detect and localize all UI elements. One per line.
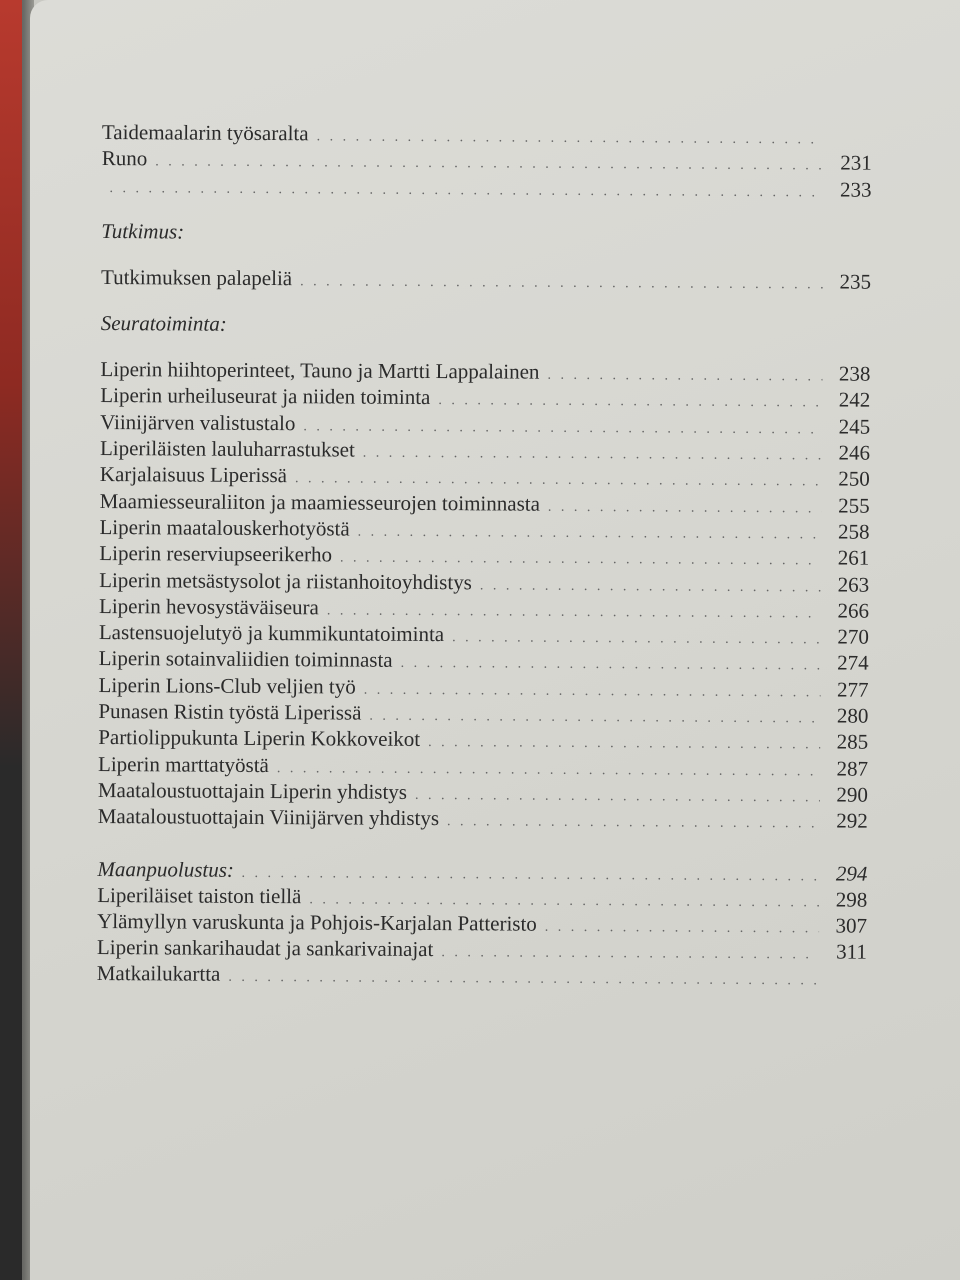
leader-dots (401, 656, 821, 675)
leader-dots (155, 155, 824, 175)
toc-entry (97, 961, 867, 992)
entry-title: Matkailukartta (96, 961, 221, 987)
leader-dots (369, 709, 820, 728)
leader-dots (317, 129, 824, 148)
entry-title: Liperin urheiluseurat ja niiden toiminta (100, 383, 431, 410)
leader-dots (340, 551, 821, 570)
entry-title: Liperiläiset taiston tiellä (97, 882, 302, 908)
entry-title: Liperiläisten lauluharrastukset (99, 436, 355, 462)
leader-dots (242, 865, 820, 885)
entry-title: Viinijärven valistustalo (100, 409, 296, 435)
entry-title: Liperin hevosystäväiseura (98, 593, 319, 620)
section-heading-text: Maanpuolustus: (97, 856, 234, 882)
entry-title: Maamiesseuraliiton ja maamiesseurojen toiminnasta (99, 488, 541, 516)
page-number: 263 (837, 572, 870, 597)
leader-dots (300, 274, 823, 293)
entry-title: Tutkimuksen palapeliä (100, 264, 293, 291)
page-number: 280 (836, 703, 869, 728)
page-number: 311 (836, 939, 868, 964)
leader-dots (295, 472, 822, 491)
page-number: 233 (840, 177, 872, 202)
page-number: 285 (836, 729, 869, 755)
page-number: 258 (837, 519, 870, 544)
book-cover-edge (0, 0, 22, 1280)
page-number: 307 (835, 913, 868, 938)
leader-dots (277, 761, 820, 780)
leader-dots (438, 394, 822, 412)
entry-title: Runo (101, 146, 148, 171)
page-number: 290 (836, 782, 868, 807)
entry-title: Liperin sankarihaudat ja sankarivainajat (96, 935, 434, 962)
leader-dots (309, 892, 819, 911)
page-number: 255 (838, 493, 870, 518)
page-number: 242 (838, 387, 871, 413)
leader-dots (228, 970, 818, 990)
page-number: 235 (839, 269, 872, 294)
leader-dots (428, 735, 820, 753)
section-heading-text: Seuratoiminta: (100, 311, 227, 336)
entry-title: Liperin metsästysolot ja riistanhoitoyhdistys (99, 567, 472, 594)
entry-title: Liperin maatalouskerhotyöstä (99, 514, 350, 541)
leader-dots (363, 446, 822, 465)
page-number: 277 (836, 677, 869, 702)
leader-dots (452, 630, 821, 648)
page-number: 294 (835, 861, 868, 886)
leader-dots (441, 945, 819, 963)
entry-title: Liperin sotainvaliidien toiminnasta (98, 646, 393, 673)
table-of-contents (97, 120, 872, 992)
leader-dots (447, 814, 820, 832)
entry-title: Liperin hiihtoperinteet, Tauno ja Martti Lappalainen (100, 357, 540, 384)
leader-dots (364, 682, 821, 701)
entry-title: Lastensuojelutyö ja kummikuntatoiminta (98, 620, 445, 647)
entry-title: Maataloustuottajain Liperin yhdistys (97, 777, 408, 804)
page-number: 250 (838, 466, 870, 492)
leader-dots (548, 499, 822, 517)
entry-title: Ylämyllyn varuskunta ja Pohjois-Karjalan Patteristo (97, 908, 537, 936)
page-number: 266 (837, 598, 870, 623)
entry-title: Maataloustuottajain Viinijärven yhdistys (97, 804, 440, 831)
section-heading-text: Tutkimus: (101, 218, 185, 244)
leader-dots (480, 578, 821, 596)
page-number: 261 (837, 545, 870, 570)
entry-title: Liperin Lions-Club veljien työ (98, 672, 356, 699)
leader-dots (327, 603, 821, 622)
entry-title: Liperin reserviupseerikerho (99, 541, 333, 567)
page-number: 270 (837, 624, 869, 649)
entry-title: Partiolippukunta Liperin Kokkoveikot (98, 725, 421, 752)
leader-dots (358, 525, 822, 544)
page-number: 292 (836, 808, 868, 833)
page-number: 246 (838, 440, 871, 465)
entry-title: Karjalaisuus Liperissä (99, 462, 288, 488)
entry-title: Punasen Ristin työstä Liperissä (98, 699, 362, 725)
leader-dots (547, 368, 822, 386)
page-number: 298 (835, 887, 868, 912)
leader-dots (415, 788, 820, 806)
page-number: 274 (837, 650, 869, 676)
page-number: 245 (838, 414, 871, 439)
leader-dots (110, 181, 824, 201)
page-number: 238 (838, 361, 871, 386)
leader-dots (545, 920, 819, 938)
page-number: 231 (840, 150, 872, 175)
page-number: 287 (836, 756, 869, 781)
leader-dots (303, 419, 822, 438)
entry-title: Liperin marttatyöstä (97, 751, 270, 777)
entry-title: Taidemaalarin työsaralta (101, 120, 309, 146)
